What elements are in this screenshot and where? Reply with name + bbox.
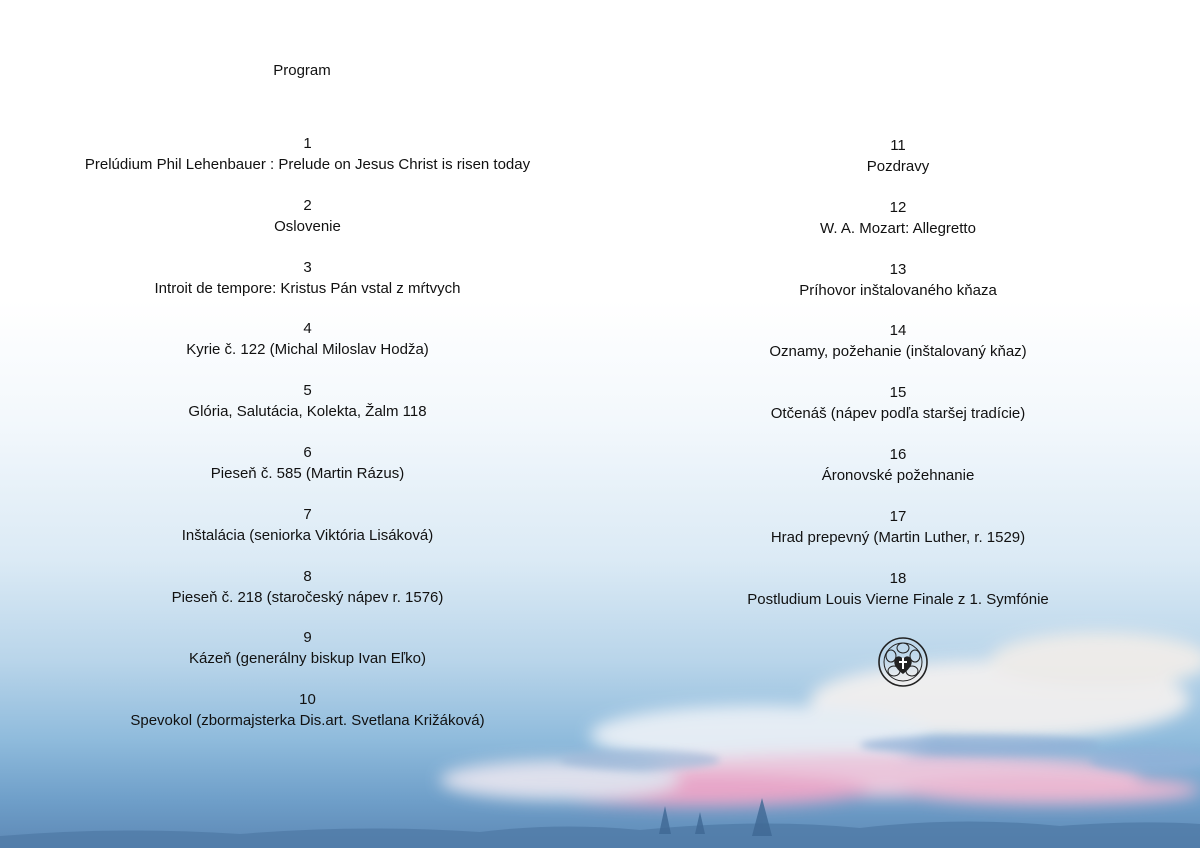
luther-rose-icon bbox=[877, 636, 929, 688]
program-item bbox=[40, 318, 575, 380]
item-text: Príhovor inštalovaného kňaza bbox=[799, 281, 997, 299]
item-text: Introit de tempore: Kristus Pán vstal z mŕtvych bbox=[154, 279, 461, 297]
program-item bbox=[628, 259, 1168, 321]
program-item bbox=[40, 257, 575, 319]
item-text: Otčenáš (nápev podľa staršej tradície) bbox=[770, 405, 1026, 423]
item-text: W. A. Mozart: Allegretto bbox=[820, 219, 976, 237]
item-number: 11 bbox=[890, 137, 906, 154]
item-number: 13 bbox=[889, 260, 907, 278]
item-text: Áronovské požehnanie bbox=[821, 466, 975, 484]
item-number: 3 bbox=[303, 258, 312, 276]
item-number: 16 bbox=[889, 445, 907, 463]
item-number: 8 bbox=[303, 567, 312, 585]
program-item bbox=[40, 380, 575, 442]
item-number: 10 bbox=[299, 691, 316, 709]
item-number: 5 bbox=[303, 382, 312, 400]
item-number: 18 bbox=[889, 569, 907, 587]
item-text: Prelúdium Phil Lehenbauer : Prelude on Jesus Christ is risen today bbox=[84, 156, 531, 173]
program-title: Program bbox=[273, 62, 331, 79]
program-item bbox=[628, 135, 1168, 197]
item-text: Spevokol (zbormajsterka Dis.art. Svetlana Križáková) bbox=[130, 712, 485, 730]
program-item bbox=[40, 504, 575, 566]
item-text: Pieseň č. 218 (staročeský nápev r. 1576) bbox=[171, 588, 444, 606]
item-number: 17 bbox=[889, 507, 907, 525]
program-item bbox=[40, 566, 575, 628]
item-text: Hrad prepevný (Martin Luther, r. 1529) bbox=[770, 528, 1026, 546]
item-text: Kázeň (generálny biskup Ivan Eľko) bbox=[188, 650, 426, 668]
program-item bbox=[628, 382, 1168, 444]
item-number: 14 bbox=[889, 322, 907, 340]
item-text: Postludium Louis Vierne Finale z 1. Symfónie bbox=[747, 590, 1049, 608]
item-number: 1 bbox=[303, 135, 312, 152]
item-text: Glória, Salutácia, Kolekta, Žalm 118 bbox=[188, 403, 427, 421]
program-item bbox=[40, 442, 575, 504]
item-number: 7 bbox=[303, 505, 312, 523]
item-number: 15 bbox=[889, 384, 907, 402]
program-item bbox=[40, 195, 575, 257]
program-column-right bbox=[628, 135, 1168, 629]
item-number: 6 bbox=[303, 443, 312, 461]
program-item bbox=[628, 506, 1168, 568]
program-item bbox=[628, 444, 1168, 506]
item-number: 12 bbox=[889, 198, 907, 216]
program-column-left bbox=[40, 133, 575, 751]
program-item bbox=[40, 689, 575, 751]
program-item bbox=[40, 133, 575, 195]
item-number: 4 bbox=[303, 320, 312, 338]
program-item bbox=[628, 568, 1168, 630]
item-text: Oslovenie bbox=[274, 217, 341, 235]
item-text: Kyrie č. 122 (Michal Miloslav Hodža) bbox=[186, 341, 429, 359]
program-item bbox=[628, 320, 1168, 382]
item-text: Pieseň č. 585 (Martin Rázus) bbox=[210, 464, 405, 482]
program-item bbox=[40, 627, 575, 689]
item-text: Pozdravy bbox=[866, 158, 930, 175]
item-text: Oznamy, požehanie (inštalovaný kňaz) bbox=[769, 343, 1027, 361]
item-number: 9 bbox=[303, 629, 312, 647]
program-item bbox=[628, 197, 1168, 259]
item-text: Inštalácia (seniorka Viktória Lisáková) bbox=[181, 526, 434, 544]
item-number: 2 bbox=[303, 196, 312, 214]
